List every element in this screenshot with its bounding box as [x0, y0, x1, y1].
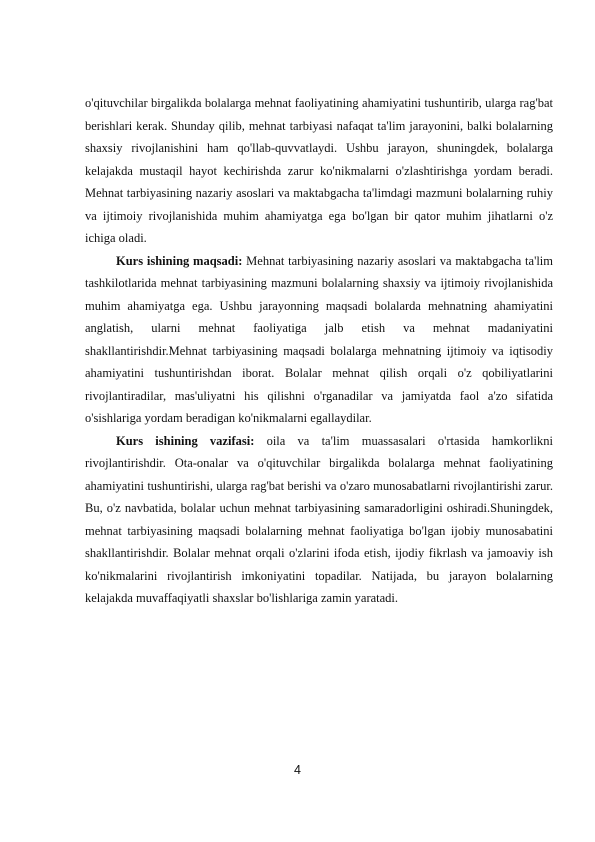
purpose-text: Mehnat tarbiyasining nazariy asoslari va maktabgacha ta'lim tashkilotlarida mehnat tarbiyasining mazmuni bolalarning shaxsiy va ijtimoiy rivojlanishida muhim ahamiyatga ega. Ushbu jarayonning maqsadi bolalarda mehnatning ahamiyatini anglatish, ularni mehnat faoliyatiga jalb etish va mehnat madaniyatini shakllantirishdir.Mehnat tarbiyasining maqsadi bolalarga mehnatning ijtimoiy va iqtisodiy ahamiyatini tushuntirishdan iborat. Bolalar mehnat qilish orqali o'z qobiliyatlarini rivojlantiradilar, mas'uliyatni his qilishni o'rganadilar va jamiyatda faol a'zo sifatida o'sishlariga yordam beradigan ko'nikmalarni egallaydilar. — [85, 253, 553, 425]
paragraph-purpose — [85, 250, 553, 430]
paragraph-intro: o'qituvchilar birgalikda bolalarga mehnat faoliyatining ahamiyatini tushuntirib, ularga rag'bat berishlari kerak. Shunday qilib, mehnat tarbiyasi nafaqat ta'lim jarayonini, balki bolalarning shaxsiy rivojlanishini ham qo'llab-quvvatlaydi. Ushbu jarayon, shuningdek, bolalarga kelajakda mustaqil hayot kechirishda zarur ko'nikmalarni o'zlashtirishga yordam beradi. Mehnat tarbiyasining nazariy asoslari va maktabgacha ta'limdagi mazmuni bolalarning ruhiy va ijtimoiy rivojlanishida muhim ahamiyatga ega bo'lgan bir qator muhim jihatlarni o'z ichiga oladi. — [85, 96, 553, 245]
tasks-text: oila va ta'lim muassasalari o'rtasida hamkorlikni rivojlantirishdir. Ota-onalar va o'qituvchilar birgalikda bolalarga mehnat faoliyatining ahamiyatini tushuntirishi, ularga rag'bat berishi va o'zaro munosabatlarni rivojlantirishi zarur. Bu, o'z navbatida, bolalar uchun mehnat tarbiyasining samaradorligini oshiradi.Shuningdek, mehnat tarbiyasining maqsadi bolalarning mehnat faoliyatiga bo'lgan ijobiy munosabatini shakllantirishdir. Bolalar mehnat orqali o'zlarini ifoda etish, ijodiy fikrlash va jamoaviy ish ko'nikmalarini rivojlantirish imkoniyatini topadilar. Natijada, bu jarayon bolalarning kelajakda muvaffaqiyatli shaxslar bo'lishlariga zamin yaratadi. — [85, 433, 553, 605]
tasks-heading: Kurs ishining vazifasi: — [116, 433, 255, 448]
document-body — [85, 92, 553, 610]
page-number: 4 — [294, 763, 301, 777]
purpose-heading: Kurs ishining maqsadi: — [116, 253, 243, 268]
paragraph-tasks — [85, 430, 553, 610]
